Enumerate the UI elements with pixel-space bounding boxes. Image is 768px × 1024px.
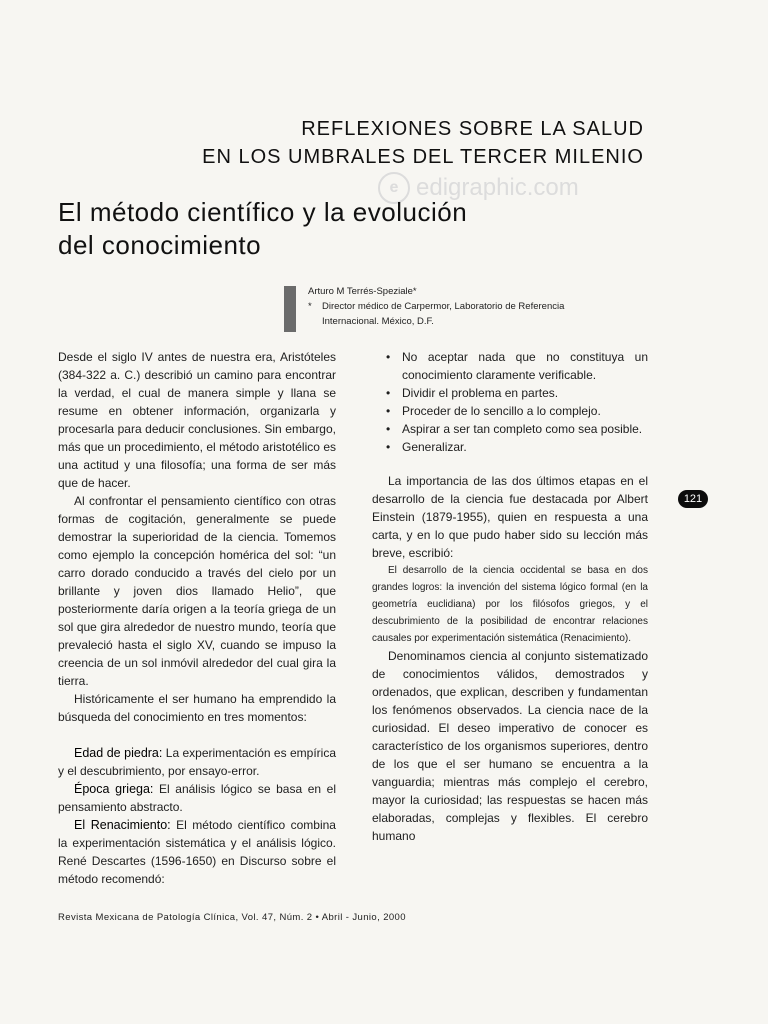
left-paragraph-1: Desde el siglo IV antes de nuestra era, Aristóteles (384-322 a. C.) describió un camino para encontrar la verdad, el cual de manera simple y llana se resume en obtener información, organizarla y procesarla para deducir conclusiones. Sin embargo, más que un procedimiento, el método aristotélico es una actitud y una filosofía; una forma de ser más que de hacer. — [58, 350, 336, 490]
moment-renaissance — [58, 816, 336, 888]
moment-greek-era — [58, 780, 336, 816]
article-title-line-1: El método científico y la evolución — [58, 197, 468, 227]
moment-term: El Renacimiento: — [74, 818, 171, 832]
list-item: • No aceptar nada que no constituya un conocimiento claramente verificable. — [386, 348, 648, 384]
article-title-line-2: del conocimiento — [58, 230, 262, 260]
article-title — [58, 196, 618, 262]
watermark-text: edigraphic.com — [416, 174, 579, 201]
author-bar-decoration — [284, 286, 296, 332]
list-item: • Generalizar. — [386, 438, 648, 456]
author-block — [308, 284, 638, 329]
moment-text: El método científico combina la experimentación sistemática y el análisis lógico. René Descartes (1596-1650) en Discurso sobre el método recomendó: — [58, 818, 336, 886]
moment-stone-age — [58, 744, 336, 780]
einstein-quote: El desarrollo de la ciencia occidental se basa en dos grandes logros: la invención del sistema lógico formal (en la geometría euclidiana) por los filósofos griegos, y el descubrimiento de la posibilidad de encontrar relaciones causales por experimentación sistemática (Renacimiento). — [372, 565, 648, 644]
affiliation-line-2: Internacional. México, D.F. — [322, 316, 434, 327]
right-column — [372, 348, 648, 845]
moment-text: La experimentación es empírica y el descubrimiento, por ensayo-error. — [58, 746, 337, 778]
left-paragraph-3: Históricamente el ser humano ha emprendido la búsqueda del conocimiento en tres momentos: — [58, 692, 336, 724]
watermark-logo-icon: e — [378, 172, 410, 204]
right-paragraph-2: Denominamos ciencia al conjunto sistematizado de conocimientos válidos, demostrados y ordenados, que explican, describen y fundamentan los fenómenos observados. La ciencia nace de la curiosidad. El deseo imperativo de conocer es característico de los organismos superiores, dentro de los que el ser humano se encuentra a la vanguardia; mientras más complejo el cerebro, mayor la curiosidad; las respuestas se hacen más elaboradas, complejas y flexibles. El cerebro humano — [372, 649, 648, 843]
series-title-line-1: REFLEXIONES SOBRE LA SALUD — [301, 118, 644, 140]
list-item: • Dividir el problema en partes. — [386, 384, 648, 402]
left-column — [58, 348, 336, 888]
affiliation-line-1: Director médico de Carpermor, Laboratorio de Referencia — [322, 301, 565, 312]
list-item: • Proceder de lo sencillo a lo complejo. — [386, 402, 648, 420]
left-paragraph-2: Al confrontar el pensamiento científico con otras formas de cogitación, generalmente se puede demostrar la superioridad de la ciencia. Tomemos como ejemplo la concepción homérica del sol: “un carro dorado conducido a través del cielo por un brillante y joven dios llamado Helio”, que posteriormente daría origen a la teoría griega de un sol que gira alrededor de nuestro mundo, teoría que prevaleció hasta el siglo XV, cuando se impuso la creencia de un sol inmóvil alrededor del cual gira la tierra. — [58, 494, 336, 688]
moment-text: El análisis lógico se basa en el pensamiento abstracto. — [58, 782, 336, 814]
affiliation-marker: * — [308, 301, 312, 312]
moment-term: Edad de piedra: — [74, 746, 163, 760]
author-name: Arturo M Terrés-Speziale* — [308, 286, 417, 297]
list-item: • Aspirar a ser tan completo como sea posible. — [386, 420, 648, 438]
right-paragraph-1: La importancia de las dos últimos etapas en el desarrollo de la ciencia fue destacada por Albert Einstein (1879-1955), quien en respuesta a una carta, y en lo que pudo haber sido su lección más breve, escribió: — [372, 474, 648, 560]
descartes-rules-list — [372, 348, 648, 456]
page-number-badge: 121 — [678, 490, 708, 508]
journal-footer: Revista Mexicana de Patología Clínica, Vol. 47, Núm. 2 • Abril - Junio, 2000 — [58, 912, 406, 923]
author-affiliation — [308, 299, 638, 329]
moment-term: Época griega: — [74, 782, 154, 796]
series-title-line-2: EN LOS UMBRALES DEL TERCER MILENIO — [202, 146, 644, 168]
